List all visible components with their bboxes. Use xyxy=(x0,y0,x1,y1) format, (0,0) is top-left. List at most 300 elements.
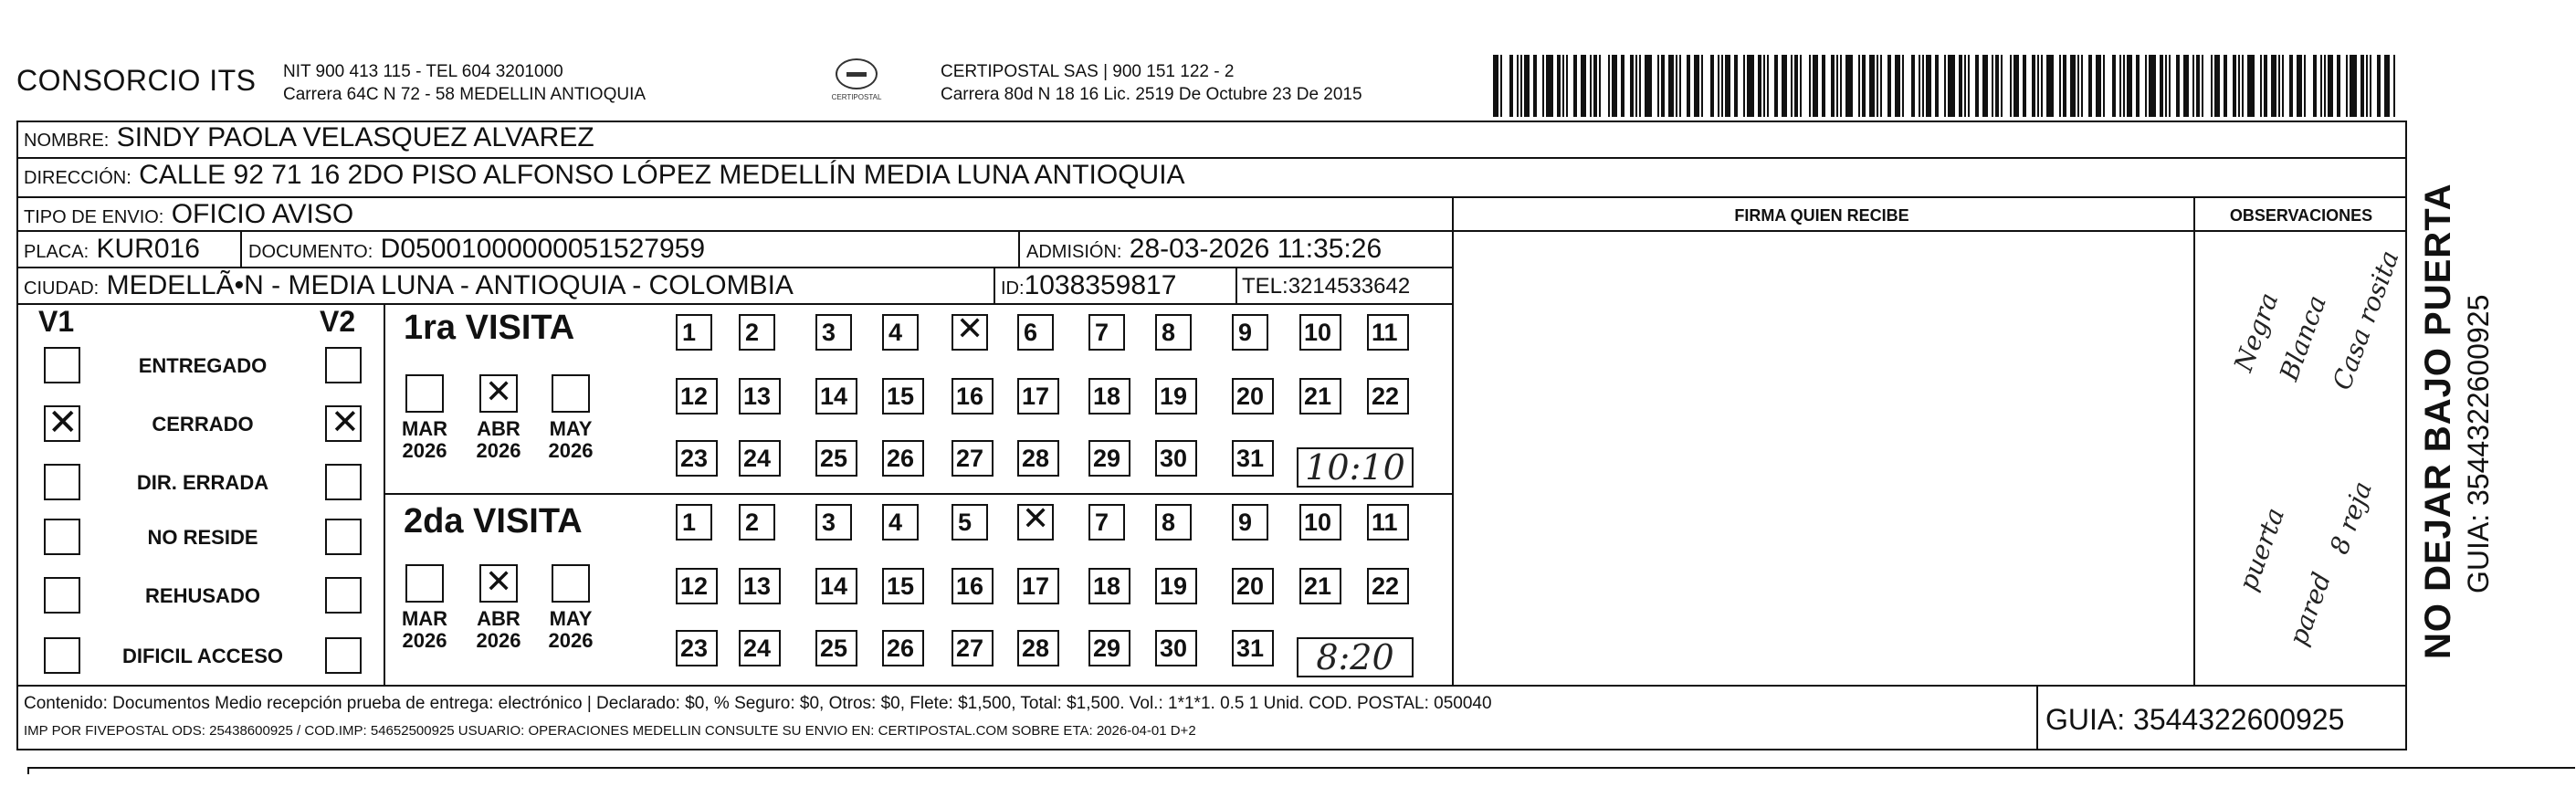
day-box[interactable]: 16 xyxy=(952,568,994,604)
barcode-bar xyxy=(2328,55,2333,117)
barcode-bar xyxy=(1743,55,1745,117)
month-year: 2026 xyxy=(548,439,594,462)
city-row xyxy=(24,270,794,301)
barcode-bar xyxy=(1758,55,1761,117)
barcode-bar xyxy=(2346,55,2348,117)
barcode-bar xyxy=(1747,55,1754,117)
month-checkbox[interactable] xyxy=(479,564,518,603)
day-box[interactable]: 9 xyxy=(1232,314,1268,351)
barcode-bar xyxy=(2176,55,2180,117)
barcode-bar xyxy=(2136,55,2140,117)
barcode-bar xyxy=(1657,55,1659,117)
address-label: DIRECCIÓN: xyxy=(24,168,131,188)
v1-checkbox[interactable] xyxy=(44,637,80,674)
city-label: CIUDAD: xyxy=(24,278,100,299)
barcode-bar xyxy=(1679,55,1681,117)
day-box[interactable]: 15 xyxy=(882,378,924,414)
id-value: 1038359817 xyxy=(1024,270,1177,300)
barcode-bar xyxy=(1880,55,1882,117)
day-box[interactable]: 14 xyxy=(815,568,857,604)
barcode-bar xyxy=(2224,55,2227,117)
barcode-bar xyxy=(1621,55,1624,117)
day-box[interactable]: 1 xyxy=(676,314,712,351)
day-box[interactable]: 18 xyxy=(1088,378,1130,414)
barcode-bar xyxy=(1661,55,1665,117)
barcode-bar xyxy=(1635,55,1637,117)
status-label: ENTREGADO xyxy=(138,354,268,377)
admission-label: ADMISIÓN: xyxy=(1026,242,1122,262)
document-value: D05001000000051527959 xyxy=(380,234,706,264)
barcode-bar xyxy=(2063,55,2066,117)
status-label: DIR. ERRADA xyxy=(136,471,269,494)
barcode-bar xyxy=(2112,55,2116,117)
day-box[interactable]: 19 xyxy=(1155,378,1197,414)
barcode-bar xyxy=(2192,55,2194,117)
day-box[interactable]: 21 xyxy=(1299,568,1341,604)
day-box[interactable]: 27 xyxy=(952,630,994,666)
barcode-bar xyxy=(2183,55,2189,117)
day-box[interactable]: 13 xyxy=(739,568,781,604)
barcode-bar xyxy=(2289,55,2293,117)
day-box[interactable]: 22 xyxy=(1367,378,1409,414)
day-box[interactable]: 31 xyxy=(1232,630,1274,666)
barcode-bar xyxy=(2242,55,2244,117)
day-box[interactable]: 8 xyxy=(1155,504,1192,540)
barcode-bar xyxy=(1612,55,1617,117)
barcode-bar xyxy=(2370,55,2371,117)
divider xyxy=(1018,230,1020,267)
status-label: NO RESIDE xyxy=(147,526,258,549)
status-label: REHUSADO xyxy=(145,584,260,607)
barcode-bar xyxy=(2377,55,2381,117)
day-box[interactable] xyxy=(952,310,988,351)
barcode-bar xyxy=(1862,55,1866,117)
month-name: MAY xyxy=(549,417,593,440)
barcode-bar xyxy=(1800,55,1802,117)
day-box[interactable]: 28 xyxy=(1017,440,1059,477)
signature-column-divider xyxy=(1452,196,1454,685)
barcode-bar xyxy=(2233,55,2236,117)
day-box[interactable]: 2 xyxy=(739,504,775,540)
company-name: CONSORCIO ITS xyxy=(16,64,257,97)
barcode-bar xyxy=(2202,55,2203,117)
month-year: 2026 xyxy=(476,439,521,462)
barcode-bar xyxy=(2297,55,2302,117)
barcode-bar xyxy=(1831,55,1835,117)
barcode-bar xyxy=(1794,55,1798,117)
barcode-bar xyxy=(1926,55,1931,117)
barcode-bar xyxy=(1524,55,1530,117)
company-address-line: Carrera 64C N 72 - 58 MEDELLIN ANTIOQUIA xyxy=(283,85,647,104)
day-box[interactable]: 29 xyxy=(1088,440,1130,477)
day-box[interactable]: 17 xyxy=(1017,568,1059,604)
day-box[interactable]: 13 xyxy=(739,378,781,414)
barcode-bar xyxy=(1840,55,1842,117)
barcode-bar xyxy=(1562,55,1564,117)
v2-checkbox[interactable] xyxy=(325,347,362,383)
observations-column-head: OBSERVACIONES xyxy=(2229,206,2373,225)
barcode-bar xyxy=(1992,55,1993,117)
month-label xyxy=(466,418,531,462)
barcode-bar xyxy=(1782,55,1787,117)
month-checkbox[interactable] xyxy=(405,564,444,603)
visit1-time[interactable]: 10:10 xyxy=(1297,447,1414,488)
day-box[interactable]: 10 xyxy=(1299,314,1341,351)
barcode-bar xyxy=(1608,55,1610,117)
day-box[interactable]: 7 xyxy=(1088,314,1125,351)
barcode-bar xyxy=(2211,55,2213,117)
day-box[interactable]: 20 xyxy=(1232,568,1274,604)
barcode-bar xyxy=(1809,55,1811,117)
divider xyxy=(384,493,1452,495)
x-mark-icon: ✕ xyxy=(956,310,984,347)
address-row xyxy=(24,160,1185,191)
handwritten-note: puerta xyxy=(2233,503,2291,595)
barcode-bar xyxy=(1630,55,1634,117)
barcode-bar xyxy=(1557,55,1561,117)
admission-row xyxy=(1026,234,1382,265)
barcode-bar xyxy=(1645,55,1652,117)
x-mark-icon: ✕ xyxy=(331,404,360,442)
month-label xyxy=(538,418,604,462)
month-checkbox[interactable] xyxy=(552,374,590,413)
barcode-bar xyxy=(2350,55,2357,117)
status-label: CERRADO xyxy=(152,413,254,435)
visit2-title: 2da VISITA xyxy=(404,502,583,540)
day-box[interactable]: 23 xyxy=(676,630,718,666)
day-box[interactable]: 9 xyxy=(1232,504,1268,540)
day-box[interactable]: 26 xyxy=(882,440,924,477)
day-box[interactable]: 19 xyxy=(1155,568,1197,604)
day-box[interactable]: 24 xyxy=(739,630,781,666)
barcode-bar xyxy=(1590,55,1592,117)
divider xyxy=(1235,267,1237,303)
v1-checkbox[interactable] xyxy=(44,347,80,383)
barcode-bar xyxy=(1902,55,1904,117)
barcode-bar xyxy=(1599,55,1601,117)
x-mark-icon: ✕ xyxy=(47,403,79,443)
day-box[interactable]: 4 xyxy=(882,314,919,351)
barcode xyxy=(1493,55,2406,117)
day-box[interactable]: 12 xyxy=(676,568,718,604)
plate-row xyxy=(24,234,200,265)
barcode-bar xyxy=(2103,55,2105,117)
month-checkbox[interactable] xyxy=(405,374,444,413)
day-box[interactable]: 20 xyxy=(1232,378,1274,414)
day-box[interactable]: 1 xyxy=(676,504,712,540)
carrier-info xyxy=(941,60,1362,106)
barcode-bar xyxy=(1911,55,1915,117)
barcode-bar xyxy=(2247,55,2255,117)
barcode-bar xyxy=(2032,55,2035,117)
barcode-bar xyxy=(1694,55,1699,117)
footer-guia: GUIA: 3544322600925 xyxy=(2045,703,2345,736)
barcode-bar xyxy=(1922,55,1924,117)
day-box[interactable]: 17 xyxy=(1017,378,1059,414)
day-box[interactable] xyxy=(1017,499,1054,540)
footer-print-line: IMP POR FIVEPOSTAL ODS: 25438600925 / COD.IMP: 54652500925 USUARIO: OPERACIONES MEDELLIN CONSULTE SU ENVIO EN: CERTIPOSTAL.COM SOBRE ETA: 2026-04-01 D+2 xyxy=(24,723,1196,739)
day-box[interactable]: 28 xyxy=(1017,630,1059,666)
day-box[interactable]: 31 xyxy=(1232,440,1274,477)
day-box[interactable]: 30 xyxy=(1155,630,1197,666)
month-label xyxy=(466,608,531,652)
barcode-bar xyxy=(1877,55,1878,117)
day-box[interactable]: 18 xyxy=(1088,568,1130,604)
barcode-bar xyxy=(2081,55,2083,117)
company-nit-line: NIT 900 413 115 - TEL 604 3201000 xyxy=(283,62,563,81)
month-year: 2026 xyxy=(548,629,594,652)
barcode-bar xyxy=(1763,55,1765,117)
barcode-bar xyxy=(2077,55,2079,117)
barcode-bar xyxy=(1542,55,1544,117)
v1-checkbox[interactable] xyxy=(44,464,80,500)
barcode-bar xyxy=(2278,55,2280,117)
barcode-bar xyxy=(2013,55,2019,117)
barcode-bar xyxy=(2145,55,2147,117)
day-box[interactable]: 4 xyxy=(882,504,919,540)
barcode-bar xyxy=(2337,55,2340,117)
no-leave-under-door-warning: NO DEJAR BAJO PUERTA xyxy=(2418,183,2458,659)
visit2-time[interactable]: 8:20 xyxy=(1297,637,1414,677)
ship-type-row xyxy=(24,199,353,230)
barcode-bar xyxy=(1959,55,1962,117)
ship-type-label: TIPO DE ENVIO: xyxy=(24,207,164,227)
day-box[interactable]: 11 xyxy=(1367,504,1409,540)
day-box[interactable]: 24 xyxy=(739,440,781,477)
barcode-bar xyxy=(1919,55,1920,117)
day-box[interactable]: 3 xyxy=(815,504,852,540)
name-row xyxy=(24,122,594,153)
barcode-bar xyxy=(1725,55,1730,117)
id-row xyxy=(1001,270,1176,301)
month-name: MAR xyxy=(401,417,448,440)
plate-label: PLACA: xyxy=(24,242,89,262)
barcode-bar xyxy=(2037,55,2039,117)
barcode-bar xyxy=(1710,55,1714,117)
divider xyxy=(16,303,1452,305)
barcode-bar xyxy=(1813,55,1818,117)
document-label: DOCUMENTO: xyxy=(248,242,373,262)
handwritten-note: Blanca xyxy=(2274,291,2333,385)
barcode-bar xyxy=(2169,55,2171,117)
barcode-bar xyxy=(2001,55,2003,117)
month-name: ABR xyxy=(477,417,520,440)
v2-head: V2 xyxy=(320,305,356,338)
barcode-bar xyxy=(2260,55,2262,117)
barcode-bar xyxy=(1718,55,1719,117)
barcode-bar xyxy=(1533,55,1537,117)
day-box[interactable]: 25 xyxy=(815,630,857,666)
month-label xyxy=(538,608,604,652)
barcode-bar xyxy=(1995,55,1999,117)
visit1-title: 1ra VISITA xyxy=(404,309,575,347)
barcode-bar xyxy=(2238,55,2240,117)
day-box[interactable]: 7 xyxy=(1088,504,1125,540)
barcode-bar xyxy=(1767,55,1769,117)
day-box[interactable]: 21 xyxy=(1299,378,1341,414)
barcode-bar xyxy=(2271,55,2276,117)
tel-row xyxy=(1242,274,1410,299)
day-box[interactable]: 3 xyxy=(815,314,852,351)
day-box[interactable]: 30 xyxy=(1155,440,1197,477)
barcode-bar xyxy=(2059,55,2061,117)
day-box[interactable]: 29 xyxy=(1088,630,1130,666)
barcode-bar xyxy=(1948,55,1955,117)
barcode-bar xyxy=(1517,55,1519,117)
day-box[interactable]: 16 xyxy=(952,378,994,414)
barcode-bar xyxy=(1964,55,1966,117)
barcode-bar xyxy=(1774,55,1778,117)
x-mark-icon: ✕ xyxy=(485,373,513,410)
handwritten-note: pared xyxy=(2283,568,2338,650)
barcode-bar xyxy=(1975,55,1979,117)
v2-checkbox[interactable] xyxy=(325,577,362,614)
divider xyxy=(240,230,242,267)
barcode-bar xyxy=(1520,55,1522,117)
day-box[interactable]: 27 xyxy=(952,440,994,477)
barcode-bar xyxy=(2160,55,2163,117)
barcode-bar xyxy=(2313,55,2317,117)
barcode-bar xyxy=(1493,55,1498,117)
handwritten-note: Negra xyxy=(2228,289,2285,376)
barcode-bar xyxy=(1668,55,1674,117)
day-box[interactable]: 23 xyxy=(676,440,718,477)
recipient-name: SINDY PAOLA VELASQUEZ ALVAREZ xyxy=(116,122,594,152)
v2-checkbox[interactable] xyxy=(325,519,362,555)
x-mark-icon: ✕ xyxy=(1022,499,1050,537)
logo-caption: CERTIPOSTAL xyxy=(831,93,882,101)
day-box[interactable]: 22 xyxy=(1367,568,1409,604)
barcode-bar xyxy=(2393,55,2395,117)
barcode-bar xyxy=(2127,55,2132,117)
x-mark-icon: ✕ xyxy=(485,562,513,600)
month-year: 2026 xyxy=(476,629,521,652)
day-box[interactable]: 12 xyxy=(676,378,718,414)
barcode-bar xyxy=(2165,55,2167,117)
barcode-bar xyxy=(1895,55,1900,117)
barcode-bar xyxy=(1509,55,1513,117)
month-label xyxy=(392,418,457,462)
day-box[interactable]: 10 xyxy=(1299,504,1341,540)
barcode-bar xyxy=(2214,55,2220,117)
day-box[interactable]: 14 xyxy=(815,378,857,414)
v1-checkbox[interactable] xyxy=(44,405,80,442)
month-year: 2026 xyxy=(402,439,447,462)
barcode-bar xyxy=(1581,55,1586,117)
certipostal-logo-icon xyxy=(836,58,878,89)
v2-checkbox[interactable] xyxy=(325,637,362,674)
plate-value: KUR016 xyxy=(96,234,200,264)
barcode-bar xyxy=(2023,55,2026,117)
barcode-bar xyxy=(2196,55,2200,117)
day-box[interactable]: 5 xyxy=(952,504,988,540)
side-guia: GUIA: 3544322600925 xyxy=(2462,294,2495,593)
day-box[interactable]: 11 xyxy=(1367,314,1409,351)
barcode-bar xyxy=(2088,55,2092,117)
city-value: MEDELLÃ•N - MEDIA LUNA - ANTIOQUIA - COLOMBIA xyxy=(106,270,794,300)
barcode-bar xyxy=(1836,55,1838,117)
barcode-bar xyxy=(2041,55,2043,117)
barcode-bar xyxy=(1791,55,1793,117)
divider xyxy=(16,230,2407,232)
company-info xyxy=(283,60,646,106)
day-box[interactable]: 8 xyxy=(1155,314,1192,351)
barcode-bar xyxy=(1573,55,1577,117)
month-checkbox[interactable] xyxy=(552,564,590,603)
barcode-bar xyxy=(2096,55,2101,117)
document-row xyxy=(248,234,705,265)
barcode-bar xyxy=(1721,55,1723,117)
id-label: ID: xyxy=(1001,278,1025,299)
barcode-bar xyxy=(1734,55,1738,117)
v1-head: V1 xyxy=(38,305,75,338)
barcode-bar xyxy=(2304,55,2306,117)
month-name: MAR xyxy=(401,607,448,630)
barcode-bar xyxy=(1566,55,1568,117)
barcode-bar xyxy=(2320,55,2322,117)
status-label: DIFICIL ACCESO xyxy=(121,645,283,667)
divider xyxy=(2036,685,2038,750)
admission-value: 28-03-2026 11:35:26 xyxy=(1129,234,1383,264)
divider xyxy=(16,685,2407,687)
v1-checkbox[interactable] xyxy=(44,577,80,614)
barcode-bar xyxy=(1845,55,1853,117)
barcode-bar xyxy=(1822,55,1825,117)
carrier-address-line: Carrera 80d N 18 16 Lic. 2519 De Octubre 23 De 2015 xyxy=(941,85,1362,104)
barcode-bar xyxy=(2123,55,2125,117)
month-year: 2026 xyxy=(402,629,447,652)
day-box[interactable]: 15 xyxy=(882,568,924,604)
month-name: ABR xyxy=(477,607,520,630)
barcode-bar xyxy=(1982,55,1988,117)
handwritten-note: Casa rosita xyxy=(2327,247,2405,394)
barcode-bar xyxy=(2384,55,2390,117)
ship-type-value: OFICIO AVISO xyxy=(171,199,354,229)
barcode-bar xyxy=(1935,55,1939,117)
barcode-bar xyxy=(2119,55,2121,117)
barcode-bar xyxy=(2046,55,2054,117)
barcode-bar xyxy=(1639,55,1641,117)
barcode-bar xyxy=(2366,55,2368,117)
v1-checkbox[interactable] xyxy=(44,519,80,555)
month-checkbox[interactable] xyxy=(479,374,518,413)
tel-value: 3214533642 xyxy=(1288,274,1411,299)
v2-checkbox[interactable] xyxy=(325,464,362,500)
day-box[interactable]: 25 xyxy=(815,440,857,477)
divider xyxy=(994,267,995,303)
tear-line xyxy=(27,767,2575,774)
barcode-bar xyxy=(1676,55,1677,117)
day-box[interactable]: 2 xyxy=(739,314,775,351)
barcode-bar xyxy=(2070,55,2076,117)
signature-column-head: FIRMA QUIEN RECIBE xyxy=(1734,206,1909,225)
barcode-bar xyxy=(2324,55,2326,117)
month-name: MAY xyxy=(549,607,593,630)
barcode-bar xyxy=(1858,55,1860,117)
barcode-bar xyxy=(2360,55,2364,117)
barcode-bar xyxy=(2010,55,2012,117)
barcode-bar xyxy=(1869,55,1875,117)
month-label xyxy=(392,608,457,652)
day-box[interactable]: 26 xyxy=(882,630,924,666)
day-box[interactable]: 6 xyxy=(1017,314,1054,351)
v2-checkbox[interactable] xyxy=(325,405,362,442)
barcode-bar xyxy=(2149,55,2156,117)
barcode-bar xyxy=(1944,55,1946,117)
barcode-bar xyxy=(1701,55,1703,117)
barcode-bar xyxy=(1687,55,1690,117)
handwritten-note: 8 reja xyxy=(2324,477,2379,559)
